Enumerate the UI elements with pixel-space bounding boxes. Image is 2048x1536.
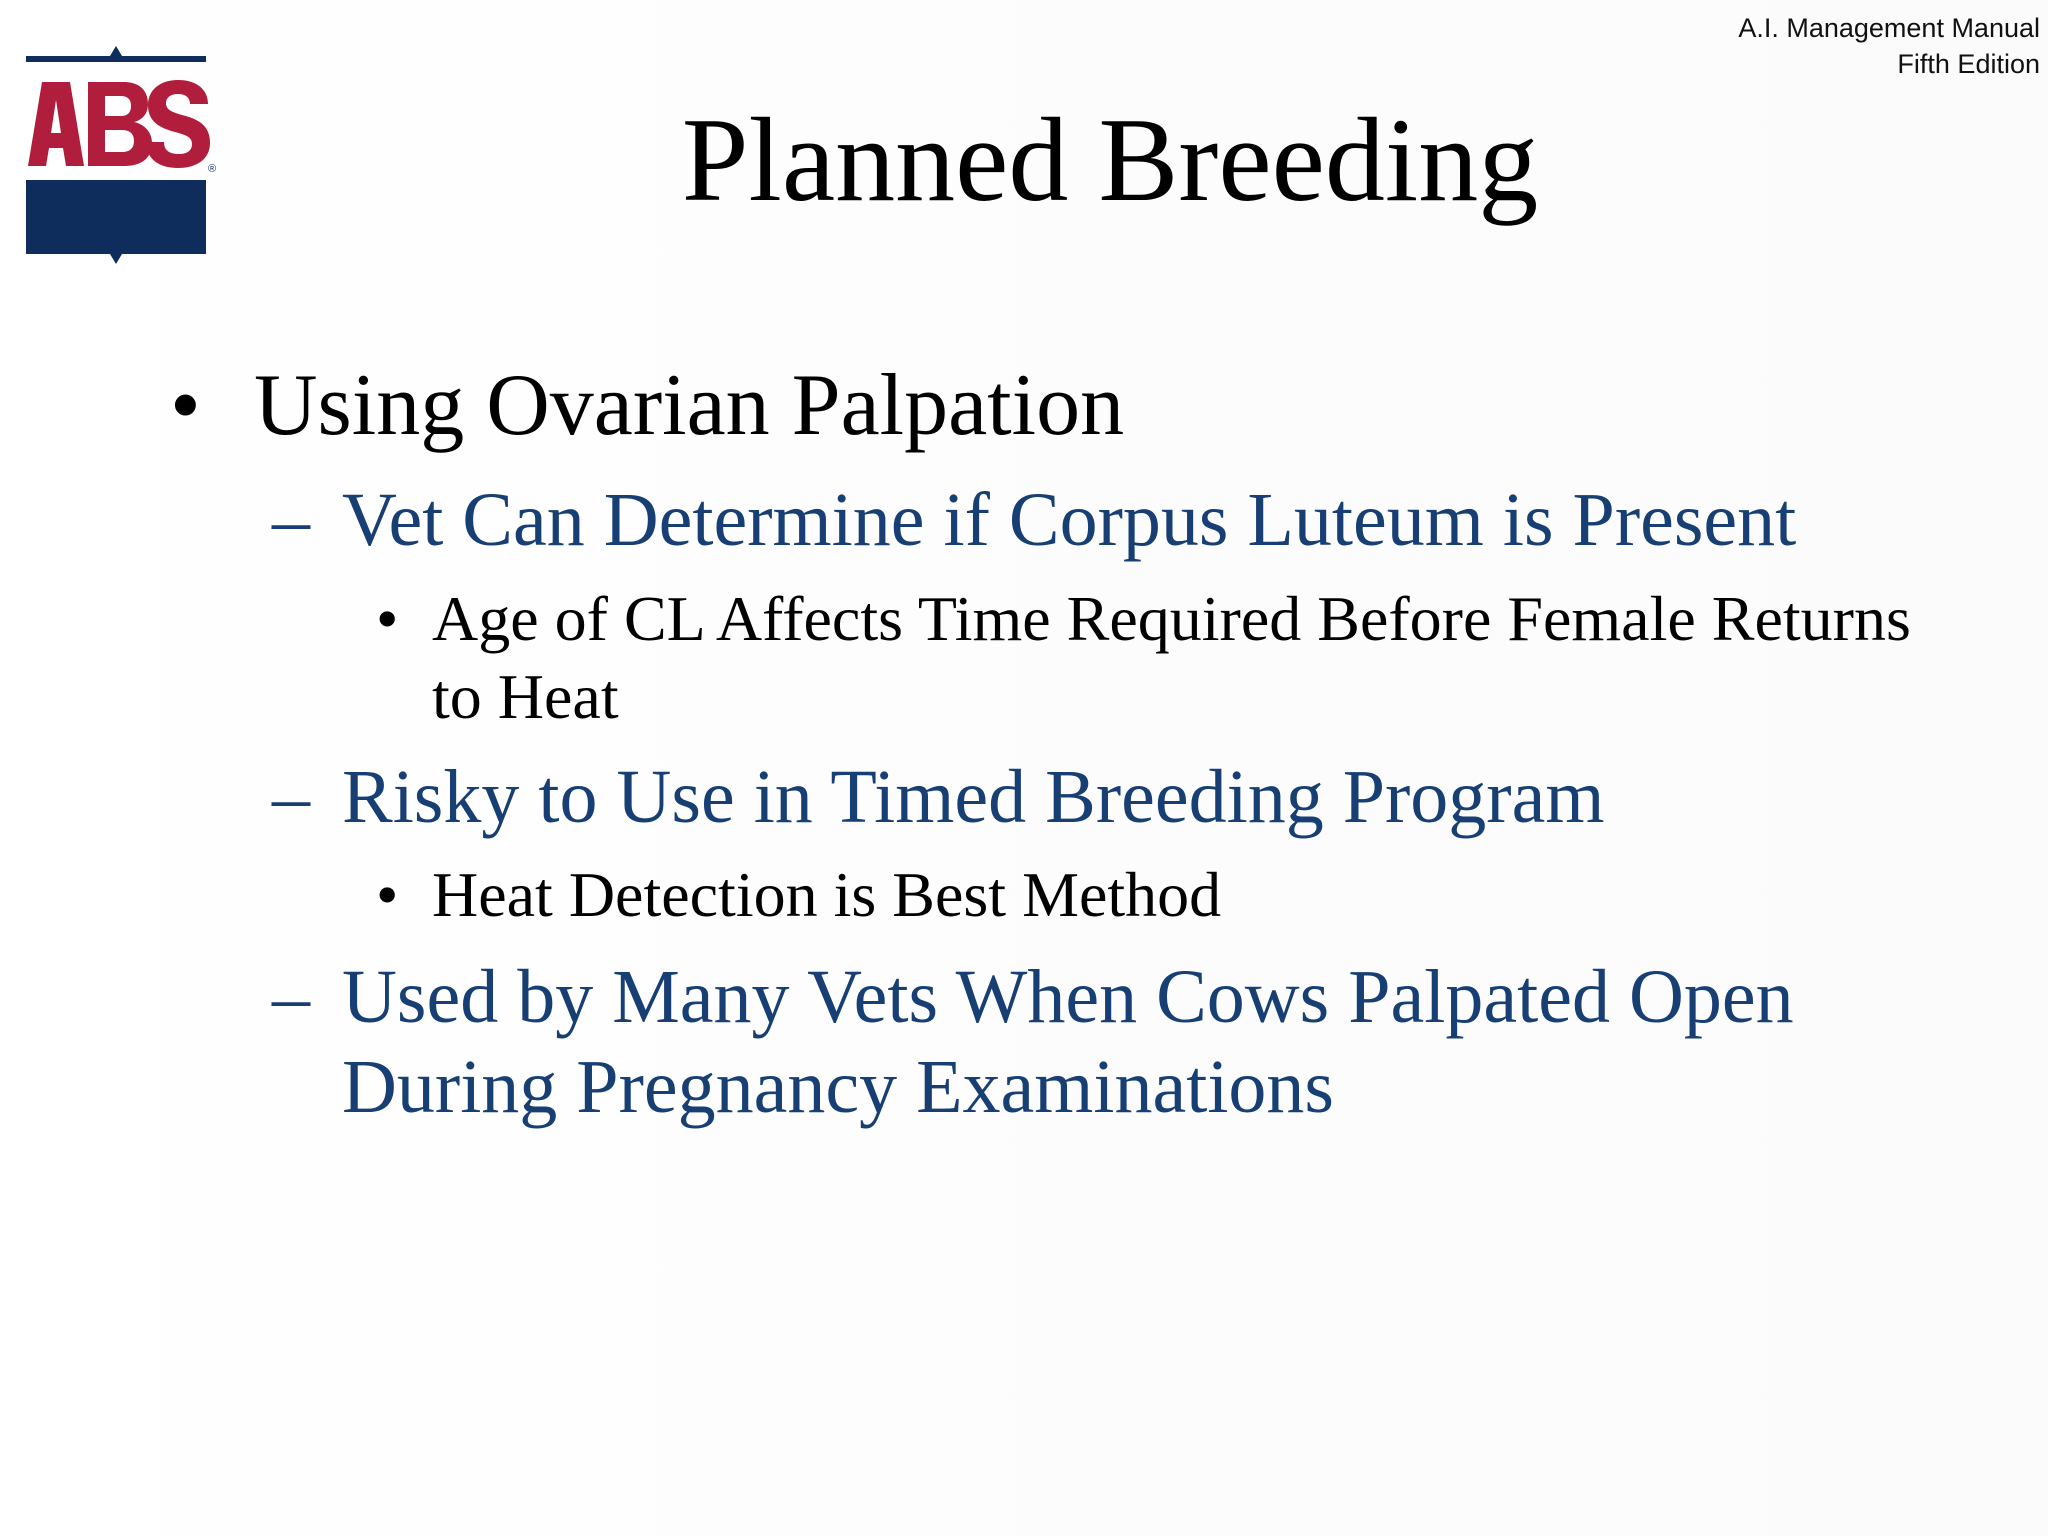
subbullet-line: Used by Many Vets When Cows Palpated Open	[342, 955, 1794, 1039]
subbullet-text: Vet Can Determine if Corpus Luteum is Present	[342, 478, 1797, 562]
svg-text:®: ®	[208, 163, 217, 175]
subsubbullet-line: Age of CL Affects Time Required Before Female Returns	[432, 583, 1911, 654]
subbullet-text: Risky to Use in Timed Breeding Program	[342, 755, 1605, 839]
subbullet-text	[342, 952, 1794, 1132]
subbullet-marker: –	[272, 955, 310, 1039]
subsubbullet-marker: •	[376, 583, 399, 654]
manual-title: A.I. Management Manual	[1738, 13, 2040, 43]
subbullet-line: During Pregnancy Examinations	[342, 1045, 1335, 1129]
slide-title: Planned Breeding	[681, 93, 1539, 226]
subbullet-marker: –	[272, 478, 310, 562]
bullet-text: Using Ovarian Palpation	[254, 357, 1125, 454]
manual-edition: Fifth Edition	[1897, 49, 2040, 79]
subbullet-marker: –	[272, 755, 310, 839]
subsubbullet-text: Heat Detection is Best Method	[432, 859, 1222, 930]
subsubbullet-line: to Heat	[432, 661, 619, 732]
bullet-marker: •	[170, 357, 201, 454]
subsubbullet-marker: •	[376, 859, 399, 930]
subsubbullet-text	[432, 580, 1911, 736]
